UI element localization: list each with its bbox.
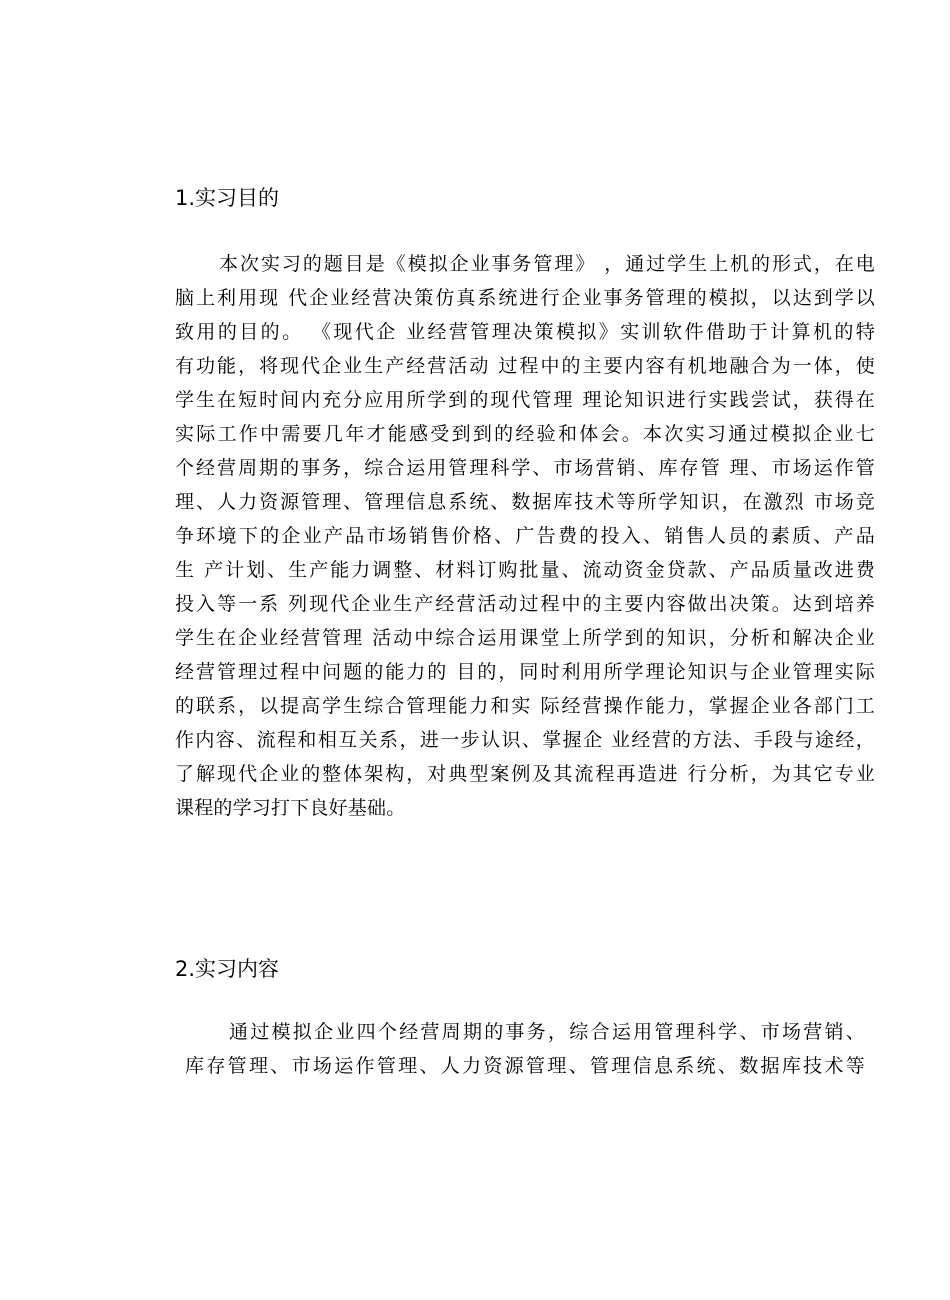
paragraph-line: 了解现代企业的整体架构，对典型案例及其流程再造进 行分析，为其它专业 xyxy=(175,763,875,785)
paragraph-line: 本次实习的题目是《模拟企业事务管理》 ，通过学生上机的形式，在电 xyxy=(219,253,875,275)
paragraph-line: 作内容、流程和相互关系，进一步认识、掌握企 业经营的方法、手段与途经， xyxy=(175,729,875,751)
paragraph-line: 课程的学习打下良好基础。 xyxy=(175,797,406,819)
paragraph-line: 争环境下的企业产品市场销售价格、广告费的投入、销售人员的素质、产品 xyxy=(175,525,875,547)
paragraph-line: 理、人力资源管理、管理信息系统、数据库技术等所学知识，在激烈 市场竞 xyxy=(175,491,875,513)
paragraph-line: 库存管理、市场运作管理、人力资源管理、管理信息系统、数据库技术等 xyxy=(185,1055,865,1077)
paragraph-line: 个经营周期的事务，综合运用管理科学、市场营销、库存管 理、市场运作管 xyxy=(175,457,875,479)
paragraph-line: 生 产计划、生产能力调整、材料订购批量、流动资金贷款、产品质量改进费 xyxy=(175,559,875,581)
paragraph-line: 通过模拟企业四个经营周期的事务，综合运用管理科学、市场营销、 xyxy=(229,1021,865,1043)
paragraph-line: 有功能，将现代企业生产经营活动 过程中的主要内容有机地融合为一体，使 xyxy=(175,355,875,377)
section-heading-content: 2.实习内容 xyxy=(175,957,280,981)
section-heading-purpose: 1.实习目的 xyxy=(175,186,280,210)
paragraph-purpose xyxy=(175,247,875,825)
paragraph-line: 学生在企业经营管理 活动中综合运用课堂上所学到的知识，分析和解决企业 xyxy=(175,627,875,649)
paragraph-line: 的联系，以提高学生综合管理能力和实 际经营操作能力，掌握企业各部门工 xyxy=(175,695,875,717)
paragraph-line: 经营管理过程中问题的能力的 目的，同时利用所学理论知识与企业管理实际 xyxy=(175,661,875,683)
paragraph-line: 投入等一系 列现代企业生产经营活动过程中的主要内容做出决策。达到培养 xyxy=(175,593,875,615)
paragraph-line: 脑上利用现 代企业经营决策仿真系统进行企业事务管理的模拟，以达到学以 xyxy=(175,287,875,309)
paragraph-line: 实际工作中需要几年才能感受到到的经验和体会。本次实习通过模拟企业七 xyxy=(175,423,875,445)
paragraph-line: 致用的目的。 《现代企 业经营管理决策模拟》实训软件借助于计算机的特 xyxy=(175,321,875,343)
paragraph-line: 学生在短时间内充分应用所学到的现代管理 理论知识进行实践尝试，获得在 xyxy=(175,389,875,411)
paragraph-content xyxy=(185,1015,865,1083)
